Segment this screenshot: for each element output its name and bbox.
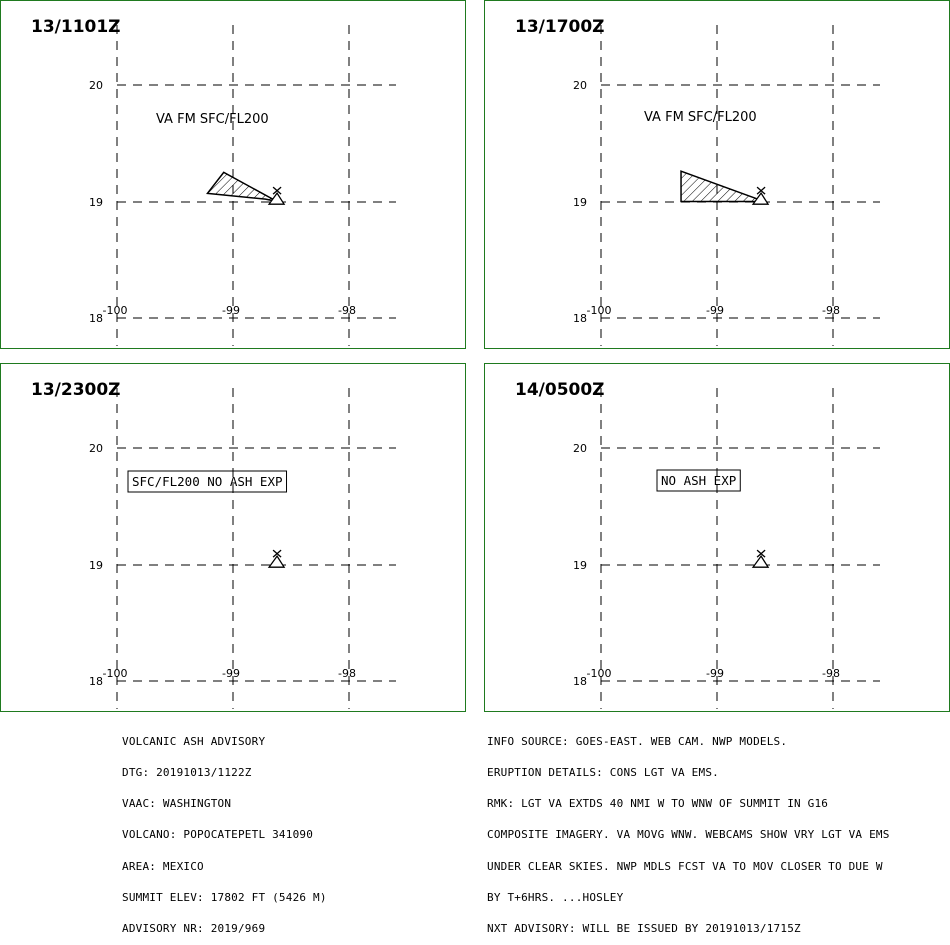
- advisory-line: INFO SOURCE: GOES-EAST. WEB CAM. NWP MODELS.: [487, 734, 788, 748]
- advisory-line: SUMMIT ELEV: 17802 FT (5426 M): [122, 890, 327, 904]
- longitude-tick-label: -100: [102, 304, 128, 317]
- latitude-tick-label: 20: [89, 79, 103, 92]
- longitude-tick-label: -98: [822, 667, 840, 680]
- latitude-tick-label: 18: [89, 675, 103, 688]
- longitude-tick-label: -99: [222, 304, 240, 317]
- advisory-line: ERUPTION DETAILS: CONS LGT VA EMS.: [487, 766, 719, 780]
- ash-label: NO ASH EXP: [661, 473, 737, 488]
- latitude-tick-label: 19: [89, 559, 103, 572]
- forecast-panel-4: [484, 363, 950, 712]
- volcano-icon: [269, 187, 284, 204]
- longitude-tick-label: -100: [586, 667, 612, 680]
- longitude-tick-label: -98: [338, 304, 356, 317]
- advisory-line: UNDER CLEAR SKIES. NWP MDLS FCST VA TO MOV CLOSER TO DUE W: [487, 859, 883, 873]
- ash-cloud-area: [681, 171, 761, 201]
- advisory-line: COMPOSITE IMAGERY. VA MOVG WNW. WEBCAMS SHOW VRY LGT VA EMS: [487, 828, 890, 842]
- panel-map: [485, 364, 950, 713]
- latitude-tick-label: 18: [573, 675, 587, 688]
- advisory-line: BY T+6HRS. ...HOSLEY: [487, 890, 624, 904]
- advisory-line: DTG: 20191013/1122Z: [122, 766, 252, 780]
- forecast-panel-3: [0, 363, 466, 712]
- longitude-tick-label: -99: [706, 667, 724, 680]
- panel-time: 13/1700Z: [515, 17, 605, 37]
- advisory-line: RMK: LGT VA EXTDS 40 NMI W TO WNW OF SUMMIT IN G16: [487, 797, 829, 811]
- latitude-tick-label: 20: [89, 442, 103, 455]
- forecast-panel-1: [0, 0, 466, 349]
- longitude-tick-label: -100: [102, 667, 128, 680]
- volcano-icon: [269, 550, 284, 567]
- advisory-remarks-block: [487, 716, 890, 945]
- latitude-tick-label: 19: [573, 559, 587, 572]
- forecast-panel-2: [484, 0, 950, 349]
- advisory-line: NXT ADVISORY: WILL BE ISSUED BY 20191013/1715Z: [487, 922, 801, 936]
- panel-map: [1, 364, 467, 713]
- longitude-tick-label: -100: [586, 304, 612, 317]
- panel-map: [1, 1, 467, 350]
- ash-label: VA FM SFC/FL200: [156, 112, 269, 127]
- ash-cloud-area: [207, 172, 277, 201]
- panel-time: 14/0500Z: [515, 380, 605, 400]
- panel-time: 13/2300Z: [31, 380, 121, 400]
- latitude-tick-label: 19: [89, 196, 103, 209]
- advisory-line: ADVISORY NR: 2019/969: [122, 922, 266, 936]
- longitude-tick-label: -98: [822, 304, 840, 317]
- latitude-tick-label: 18: [573, 312, 587, 325]
- longitude-tick-label: -99: [222, 667, 240, 680]
- advisory-header-block: [122, 716, 327, 945]
- panel-time: 13/1101Z: [31, 17, 121, 37]
- advisory-line: AREA: MEXICO: [122, 859, 204, 873]
- latitude-tick-label: 20: [573, 442, 587, 455]
- advisory-line: VAAC: WASHINGTON: [122, 797, 232, 811]
- volcano-icon: [753, 550, 768, 567]
- panel-map: [485, 1, 950, 350]
- latitude-tick-label: 19: [573, 196, 587, 209]
- advisory-line: VOLCANIC ASH ADVISORY: [122, 734, 266, 748]
- advisory-line: VOLCANO: POPOCATEPETL 341090: [122, 828, 314, 842]
- latitude-tick-label: 18: [89, 312, 103, 325]
- volcano-icon: [753, 187, 768, 204]
- ash-label: SFC/FL200 NO ASH EXP: [132, 474, 283, 489]
- longitude-tick-label: -98: [338, 667, 356, 680]
- ash-label: VA FM SFC/FL200: [644, 110, 757, 125]
- latitude-tick-label: 20: [573, 79, 587, 92]
- longitude-tick-label: -99: [706, 304, 724, 317]
